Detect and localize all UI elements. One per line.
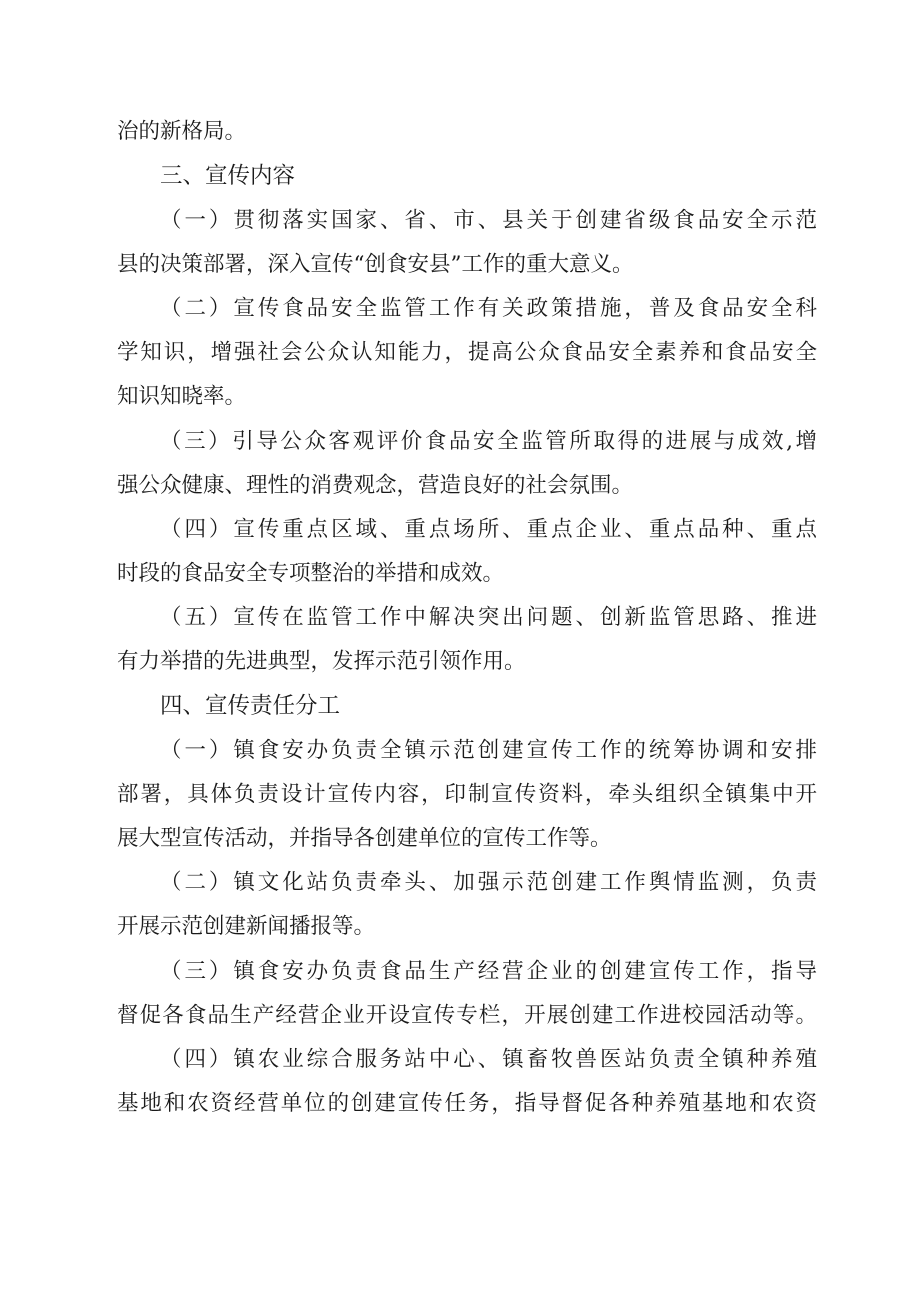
text-line-13: 有力举措的先进典型，发挥示范引领作用。 — [117, 649, 526, 674]
text-line-8: （三）引导公众客观评价食品安全监管所取得的进展与成效,增 — [160, 429, 817, 454]
text-line-9: 强公众健康、理性的消费观念，营造良好的社会氛围。 — [117, 473, 634, 498]
text-line-16: 部署，具体负责设计宣传内容，印制宣传资料，牵头组织全镇集中开 — [117, 782, 817, 807]
text-line-19: 开展示范创建新闻播报等。 — [117, 914, 376, 939]
text-line-6: 学知识，增强社会公众认知能力，提高公众食品安全素养和食品安全 — [117, 340, 817, 365]
section-heading-4: 四、宣传责任分工 — [160, 693, 341, 719]
text-line-11: 时段的食品安全专项整治的举措和成效。 — [117, 561, 505, 586]
text-line-18: （二）镇文化站负责牵头、加强示范创建工作舆情监测，负责 — [160, 870, 817, 895]
text-line-1: 治的新格局。 — [117, 119, 247, 144]
text-line-20: （三）镇食安办负责食品生产经营企业的创建宣传工作，指导 — [160, 959, 817, 984]
text-line-7: 知识知晓率。 — [117, 384, 247, 409]
text-line-5: （二）宣传食品安全监管工作有关政策措施，普及食品安全科 — [160, 296, 817, 321]
text-line-22: （四）镇农业综合服务站中心、镇畜牧兽医站负责全镇种养殖 — [160, 1047, 817, 1072]
text-line-3: （一）贯彻落实国家、省、市、县关于创建省级食品安全示范 — [160, 208, 817, 233]
text-line-12: （五）宣传在监管工作中解决突出问题、创新监管思路、推进 — [160, 605, 817, 630]
text-line-21: 督促各食品生产经营企业开设宣传专栏，开展创建工作进校园活动等。 — [117, 1003, 817, 1028]
text-line-23: 基地和农资经营单位的创建宣传任务，指导督促各种养殖基地和农资 — [117, 1091, 817, 1116]
text-line-10: （四）宣传重点区域、重点场所、重点企业、重点品种、重点 — [160, 517, 817, 542]
section-heading-3: 三、宣传内容 — [160, 163, 296, 189]
text-line-4: 县的决策部署，深入宣传“创食安县”工作的重大意义。 — [117, 252, 634, 277]
text-line-17: 展大型宣传活动，并指导各创建单位的宣传工作等。 — [117, 826, 612, 851]
text-line-15: （一）镇食安办负责全镇示范创建宣传工作的统筹协调和安排 — [160, 738, 817, 763]
